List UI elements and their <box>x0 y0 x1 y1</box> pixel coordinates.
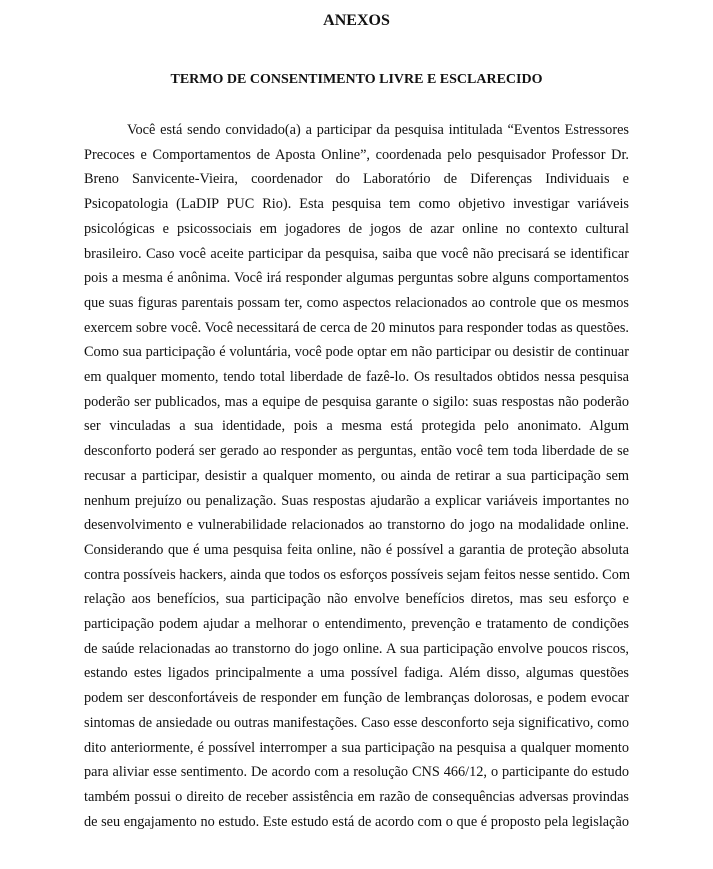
paragraph-line: contra possíveis hackers, ainda que todos os esforços possíveis sejam feitos nesse sentido. Com <box>84 566 630 583</box>
paragraph-line: psicológicas e psicossociais em jogadores de jogos de azar online no contexto cultural <box>84 220 629 237</box>
paragraph-line: brasileiro. Caso você aceite participar da pesquisa, saiba que você não precisará se identificar <box>84 245 629 262</box>
paragraph-line: Psicopatologia (LaDIP PUC Rio). Esta pesquisa tem como objetivo investigar variáveis <box>84 196 629 213</box>
paragraph-line: Como sua participação é voluntária, você pode optar em não participar ou desistir de continuar <box>84 344 629 361</box>
paragraph-line: dito anteriormente, é possível interromper a sua participação na pesquisa a qualquer momento <box>84 739 629 756</box>
paragraph-line: desenvolvimento e vulnerabilidade relacionados ao transtorno do jogo na modalidade online. <box>84 517 629 534</box>
paragraph-line: Breno Sanvicente-Vieira, coordenador do Laboratório de Diferenças Individuais e <box>84 171 629 188</box>
paragraph-line: relação aos benefícios, sua participação não envolve benefícios diretos, mas seu esforço e <box>84 591 629 608</box>
paragraph-line: pois a mesma é anônima. Você irá responder algumas perguntas sobre alguns comportamentos <box>84 270 629 287</box>
paragraph-line: para aliviar esse sentimento. De acordo com a resolução CNS 466/12, o participante do estudo <box>84 764 629 781</box>
paragraph-line: que suas figuras parentais possam ter, como aspectos relacionados ao controle que os mesmos <box>84 294 629 311</box>
paragraph-line: estando estes ligados principalmente a uma possível fadiga. Além disso, algumas questões <box>84 665 629 682</box>
paragraph-line: de saúde relacionadas ao transtorno do jogo online. A sua participação envolve poucos riscos, <box>84 640 629 657</box>
paragraph-line: também possui o direito de receber assistência em razão de consequências adversas provindas <box>84 788 629 805</box>
paragraph-line: Precoces e Comportamentos de Aposta Online”, coordenada pelo pesquisador Professor Dr. <box>84 146 629 163</box>
paragraph-line: nenhum prejuízo ou penalização. Suas respostas ajudarão a explicar variáveis importantes no <box>84 492 629 509</box>
consent-paragraph <box>84 118 629 834</box>
paragraph-line: de seu engajamento no estudo. Este estudo está de acordo com o que é proposto pela legislação <box>84 813 629 830</box>
paragraph-line: Você está sendo convidado(a) a participar da pesquisa intitulada “Eventos Estressores <box>127 122 629 138</box>
paragraph-line: recusar a participar, desistir a qualquer momento, ou ainda de retirar a sua participação sem <box>84 467 629 484</box>
paragraph-line: sintomas de ansiedade ou outras manifestações. Caso esse desconforto seja significativo, como <box>84 714 629 731</box>
paragraph-line: podem ser desconfortáveis de responder em função de lembranças dolorosas, e podem evocar <box>84 690 629 707</box>
paragraph-line: participação podem ajudar a melhorar o entendimento, prevenção e tratamento de condições <box>84 616 629 633</box>
paragraph-line: em qualquer momento, tendo total liberdade de fazê-lo. Os resultados obtidos nessa pesquisa <box>84 369 629 386</box>
paragraph-line: ser vinculadas a sua identidade, pois a mesma está protegida pelo anonimato. Algum <box>84 418 629 435</box>
page-title: ANEXOS <box>323 12 390 29</box>
section-title: TERMO DE CONSENTIMENTO LIVRE E ESCLARECIDO <box>170 72 543 87</box>
paragraph-line: exercem sobre você. Você necessitará de cerca de 20 minutos para responder todas as questões. <box>84 319 629 336</box>
paragraph-line: Considerando que é uma pesquisa feita online, não é possível a garantia de proteção absoluta <box>84 541 629 558</box>
paragraph-line: desconforto poderá ser gerado ao responder as perguntas, então você tem toda liberdade de se <box>84 443 629 460</box>
paragraph-line: poderão ser publicados, mas a equipe de pesquisa garante o sigilo: suas respostas não poderão <box>84 393 629 410</box>
